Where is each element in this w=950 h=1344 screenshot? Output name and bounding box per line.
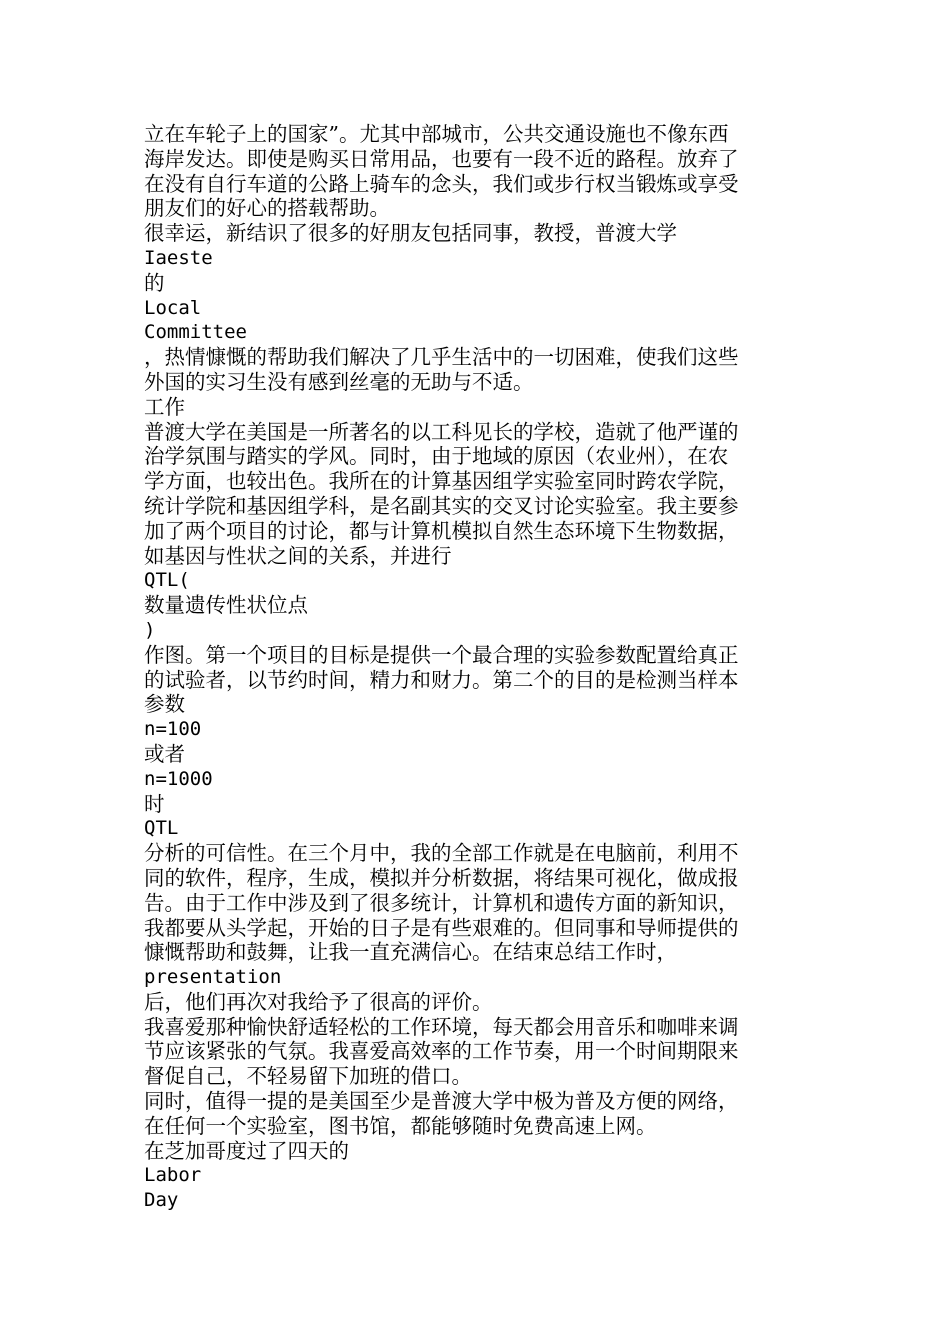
text-line: Labor <box>144 1164 202 1187</box>
text-line: 如基因与性状之间的关系，并进行 <box>144 543 452 568</box>
text-line: n=1000 <box>144 767 213 790</box>
text-line: 我喜爱那种愉快舒适轻松的工作环境，每天都会用音乐和咖啡来调 <box>144 1014 739 1039</box>
text-line: 分析的可信性。在三个月中，我的全部工作就是在电脑前，利用不 <box>144 841 739 866</box>
text-line: ) <box>144 618 156 641</box>
text-line: 外国的实习生没有感到丝毫的无助与不适。 <box>144 369 534 394</box>
text-line: Committee <box>144 321 247 344</box>
text-line: 学方面，也较出色。我所在的计算基因组学实验室同时跨农学院， <box>144 469 739 494</box>
text-line: 后，他们再次对我给予了很高的评价。 <box>144 989 493 1014</box>
text-line: 同的软件，程序，生成，模拟并分析数据，将结果可视化，做成报 <box>144 865 739 890</box>
text-line: 在芝加哥度过了四天的 <box>144 1138 349 1163</box>
text-line: ，热情慷慨的帮助我们解决了几乎生活中的一切困难，使我们这些 <box>144 345 739 370</box>
text-line: 参数 <box>144 692 185 717</box>
text-line: 督促自己，不轻易留下加班的借口。 <box>144 1064 472 1089</box>
text-line: 节应该紧张的气氛。我喜爱高效率的工作节奏，用一个时间期限来 <box>144 1039 739 1064</box>
text-line: 的试验者，以节约时间，精力和财力。第二个的目的是检测当样本 <box>144 667 739 692</box>
text-line: 普渡大学在美国是一所著名的以工科见长的学校，造就了他严谨的 <box>144 419 739 444</box>
text-line: 海岸发达。即使是购买日常用品，也要有一段不近的路程。放弃了 <box>144 146 739 171</box>
text-line: QTL( <box>144 569 190 592</box>
text-line: 同时，值得一提的是美国至少是普渡大学中极为普及方便的网络， <box>144 1089 739 1114</box>
text-line: 或者 <box>144 741 185 766</box>
text-line: 很幸运，新结识了很多的好朋友包括同事，教授，普渡大学 <box>144 221 677 246</box>
text-line: Iaeste <box>144 246 213 269</box>
text-line: 在任何一个实验室，图书馆，都能够随时免费高速上网。 <box>144 1113 657 1138</box>
text-line: 统计学院和基因组学科，是名副其实的交叉讨论实验室。我主要参 <box>144 493 739 518</box>
text-line: 数量遗传性状位点 <box>144 593 308 618</box>
text-line: Local <box>144 296 202 319</box>
text-line: Day <box>144 1189 179 1212</box>
section-heading: 工作 <box>144 394 185 419</box>
text-line: 立在车轮子上的国家”。尤其中部城市，公共交通设施也不像东西 <box>144 122 729 146</box>
text-line: 的 <box>144 270 165 295</box>
text-line: 我都要从头学起，开始的日子是有些艰难的。但同事和导师提供的 <box>144 915 739 940</box>
text-line: presentation <box>144 966 282 989</box>
text-line: 作图。第一个项目的目标是提供一个最合理的实验参数配置给真正 <box>144 642 739 667</box>
text-line: n=100 <box>144 718 202 741</box>
text-line: QTL <box>144 817 179 840</box>
text-line: 时 <box>144 791 165 816</box>
text-line: 加了两个项目的讨论，都与计算机模拟自然生态环境下生物数据， <box>144 518 739 543</box>
text-line: 朋友们的好心的搭载帮助。 <box>144 196 390 221</box>
text-line: 告。由于工作中涉及到了很多统计，计算机和遗传方面的新知识， <box>144 890 739 915</box>
document-body <box>144 122 796 1213</box>
text-line: 慷慨帮助和鼓舞，让我一直充满信心。在结束总结工作时， <box>144 940 677 965</box>
text-line: 治学氛围与踏实的学风。同时，由于地域的原因（农业州），在农 <box>144 444 729 469</box>
text-line: 在没有自行车道的公路上骑车的念头，我们或步行权当锻炼或享受 <box>144 171 739 196</box>
